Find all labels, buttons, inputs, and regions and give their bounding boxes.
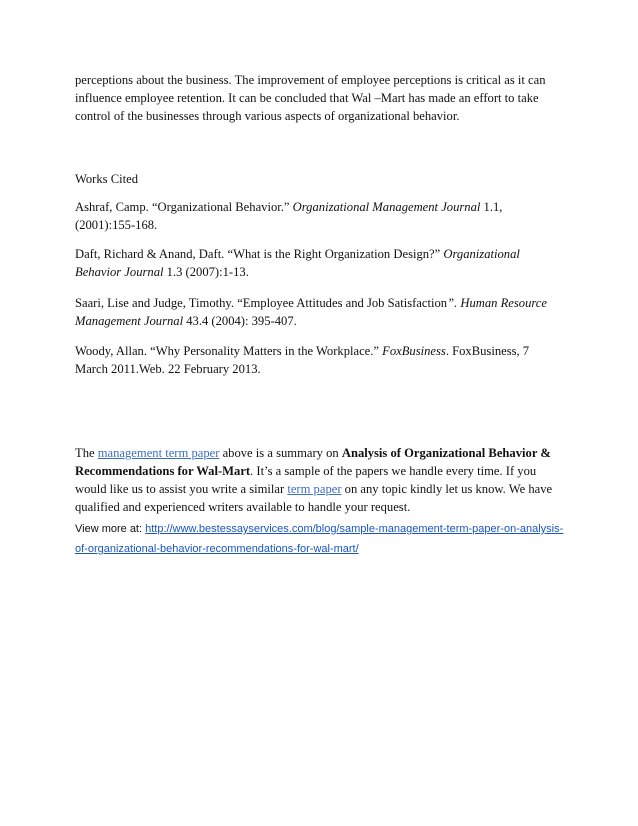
summary-text: would like us to assist you write a similar [75, 482, 288, 496]
view-more-label: View more at: [75, 523, 146, 535]
citation-text: . FoxBusiness, 7 [445, 344, 530, 358]
citation-line [75, 216, 555, 234]
summary-line [75, 444, 555, 462]
works-cited-heading-text: Works Cited [75, 172, 138, 186]
citation-entry [75, 342, 555, 378]
citation-line [75, 245, 555, 263]
citation-line [75, 360, 555, 378]
citation-line [75, 342, 555, 360]
intro-line: influence employee retention. It can be concluded that Wal –Mart has made an effort to take [75, 91, 539, 105]
citation-line [75, 312, 555, 330]
view-more-block [75, 519, 565, 559]
citation-text: (2001):155-168. [75, 218, 158, 232]
citation-text: March 2011.Web. 22 February 2013. [75, 362, 261, 376]
summary-line: qualified and experienced writers available to handle your request. [75, 500, 411, 514]
works-cited-heading [75, 170, 555, 188]
citation-journal: Organizational [443, 247, 520, 261]
citation-journal: FoxBusiness [382, 344, 446, 358]
citation-text: Ashraf, Camp. “Organizational Behavior.” [75, 200, 293, 214]
citation-text: Daft, Richard & Anand, Daft. “What is the Right Organization Design?” [75, 247, 444, 261]
intro-line: perceptions about the business. The improvement of employee perceptions is critical as it can [75, 73, 546, 87]
citation-entry [75, 294, 555, 330]
summary-bold-title: Analysis of Organizational Behavior & [341, 446, 551, 460]
view-more-line [75, 539, 565, 559]
citation-journal: Organizational Management Journal [292, 200, 481, 214]
term-paper-link[interactable]: term paper [287, 482, 342, 496]
citation-text: 1.3 (2007):1-13. [163, 265, 249, 279]
view-more-line [75, 519, 565, 539]
citation-line [75, 198, 555, 216]
summary-line [75, 480, 555, 498]
citation-text: 1.1, [480, 200, 503, 214]
citation-text: Woody, Allan. “Why Personality Matters in the Workplace.” [75, 344, 383, 358]
citation-text: 43.4 (2004): 395-407. [183, 314, 297, 328]
summary-line [75, 462, 555, 480]
management-term-paper-link[interactable]: management term paper [97, 446, 220, 460]
source-url-link-continued[interactable]: of-organizational-behavior-recommendations-for-wal-mart/ [75, 543, 359, 555]
source-url-link[interactable]: http://www.bestessayservices.com/blog/sample-management-term-paper-on-analysis- [145, 523, 564, 535]
citation-entry [75, 245, 555, 281]
citation-line [75, 294, 555, 312]
citation-journal: ”. Human Resource [447, 296, 547, 310]
intro-paragraph [75, 71, 555, 125]
summary-text: on any topic kindly let us know. We have [341, 482, 553, 496]
citation-text: Saari, Lise and Judge, Timothy. “Employee Attitudes and Job Satisfaction [75, 296, 448, 310]
summary-text: The [75, 446, 98, 460]
citation-entry [75, 198, 555, 234]
citation-journal: Behavior Journal [75, 265, 164, 279]
citation-journal: Management Journal [75, 314, 184, 328]
summary-text: above is a summary on [219, 446, 342, 460]
intro-line: control of the businesses through various aspects of organizational behavior. [75, 109, 460, 123]
citation-line [75, 263, 555, 281]
summary-paragraph [75, 444, 555, 516]
summary-bold-title: Recommendations for Wal-Mart [75, 464, 251, 478]
summary-text: . It’s a sample of the papers we handle every time. If you [250, 464, 537, 478]
